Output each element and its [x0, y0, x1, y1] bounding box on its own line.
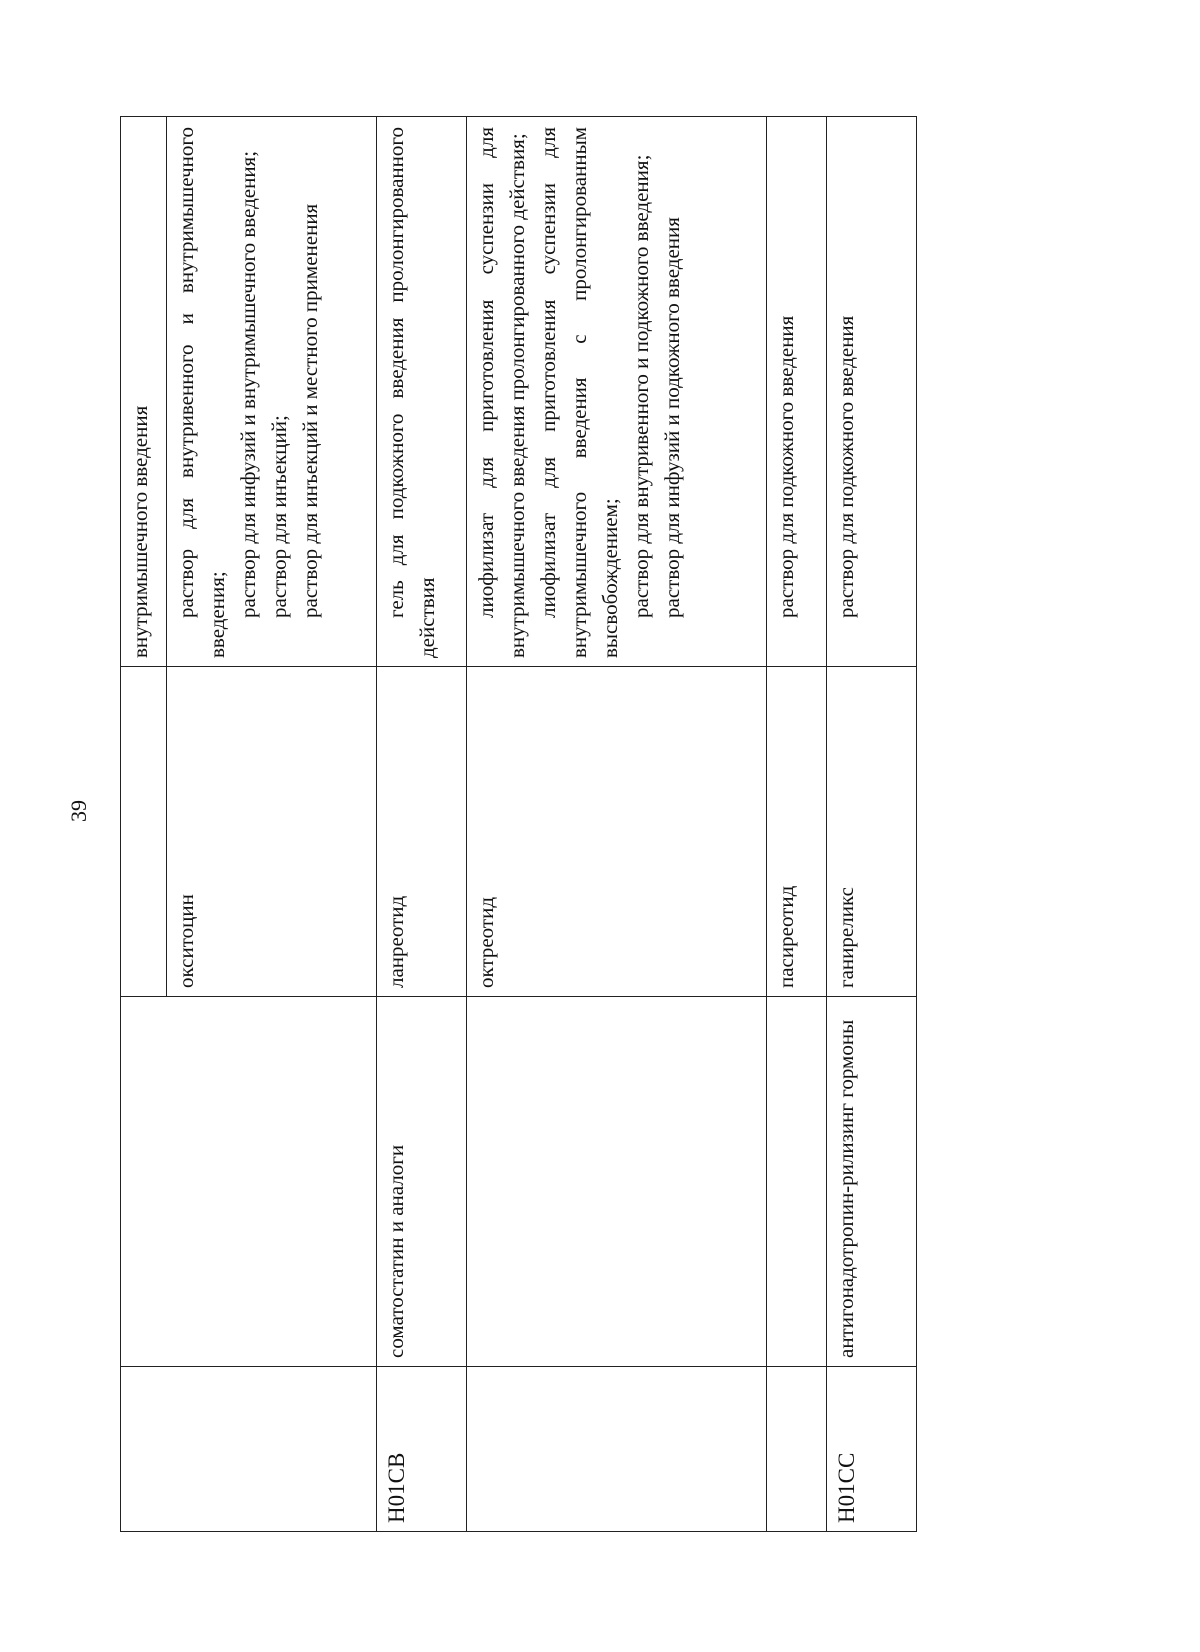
dosage-form-line: раствор для внутривенного и подкожного введения;	[629, 154, 653, 618]
dosage-forms-cell	[167, 117, 377, 667]
drug-name-cell: пасиреотид	[767, 667, 827, 997]
dosage-form-line: внутримышечного введения	[128, 405, 152, 658]
dosage-forms-cell	[377, 117, 467, 667]
page-number: 39	[66, 800, 91, 822]
dosage-form-line: раствор для инфузий и внутримышечного введения;	[236, 150, 260, 618]
dosage-form-line: раствор для подкожного введения	[834, 315, 858, 618]
dosage-form-line: лиофилизат для приготовления суспензии для внутримышечного введения пролонгированного действия;	[474, 127, 529, 658]
atc-code-cell	[121, 1367, 377, 1532]
dosage-form-line: раствор для инъекций и местного применения	[298, 203, 322, 618]
dosage-forms-cell	[121, 117, 167, 667]
table-row	[827, 117, 917, 1532]
atc-code-cell	[767, 1367, 827, 1532]
dosage-forms-cell	[767, 117, 827, 667]
drug-name-cell: ланреотид	[377, 667, 467, 997]
dosage-form-line: лиофилизат для приготовления суспензии для внутримышечного введения с пролонгированным высвобождением;	[536, 127, 622, 658]
group-cell: антигонадотропин-рилизинг гормоны	[827, 997, 917, 1367]
dosage-form-line: гель для подкожного введения пролонгированного действия	[384, 127, 439, 658]
table-row	[377, 117, 467, 1532]
dosage-forms-cell	[467, 117, 767, 667]
drug-name-cell: окситоцин	[167, 667, 377, 997]
atc-code-cell: H01CC	[827, 1367, 917, 1532]
drug-name-cell: ганиреликс	[827, 667, 917, 997]
dosage-form-line: раствор для внутривенного и внутримышечного введения;	[174, 127, 229, 658]
table-body	[121, 117, 917, 1532]
dosage-form-line: раствор для инфузий и подкожного введения	[660, 217, 684, 618]
group-cell: соматостатин и аналоги	[377, 997, 467, 1367]
dosage-forms-cell	[827, 117, 917, 667]
table-row	[467, 117, 767, 1532]
drug-name-cell	[121, 667, 167, 997]
group-cell	[121, 997, 377, 1367]
drug-name-cell: октреотид	[467, 667, 767, 997]
dosage-form-line: раствор для инъекций;	[267, 415, 291, 618]
drug-table	[120, 116, 917, 1532]
table-row	[121, 117, 167, 1532]
dosage-form-line: раствор для подкожного введения	[774, 315, 798, 618]
group-cell	[467, 997, 767, 1367]
table-row	[767, 117, 827, 1532]
atc-code-cell: H01CB	[377, 1367, 467, 1532]
atc-code-cell	[467, 1367, 767, 1532]
group-cell	[767, 997, 827, 1367]
